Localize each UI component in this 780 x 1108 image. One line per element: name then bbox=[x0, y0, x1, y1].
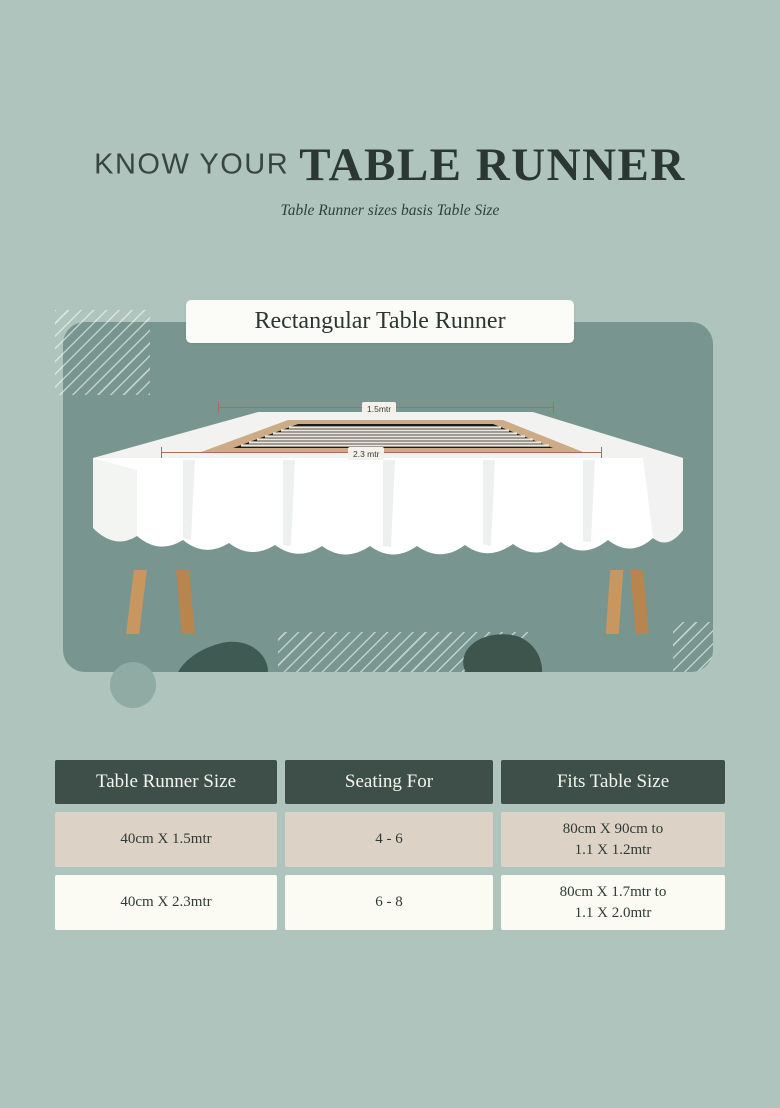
cell-seating: 4 - 6 bbox=[285, 812, 493, 867]
cell-fits-line-1: 80cm X 90cm to bbox=[562, 821, 664, 838]
circle-decoration-dark bbox=[110, 662, 156, 708]
spec-header-seating: Seating For bbox=[285, 760, 493, 804]
spec-header-runner-size: Table Runner Size bbox=[55, 760, 277, 804]
cell-fits-table bbox=[501, 812, 725, 867]
cell-runner-size: 40cm X 2.3mtr bbox=[55, 875, 277, 930]
cell-runner-size: 40cm X 1.5mtr bbox=[55, 812, 277, 867]
cell-fits-line-2: 1.1 X 1.2mtr bbox=[574, 841, 652, 858]
illustration-section bbox=[55, 300, 725, 700]
panel-heading-text: Rectangular Table Runner bbox=[254, 308, 506, 334]
measure-tick-runner-right bbox=[553, 402, 554, 413]
hatch-decoration-top-left bbox=[55, 310, 150, 395]
spec-table bbox=[55, 760, 725, 938]
cell-fits-line-1: 80cm X 1.7mtr to bbox=[559, 884, 667, 901]
page-header bbox=[0, 138, 780, 220]
measure-tick-runner-left bbox=[218, 402, 219, 413]
table-row bbox=[55, 812, 725, 867]
spec-header-fits-table: Fits Table Size bbox=[501, 760, 725, 804]
measure-tick-table-right bbox=[601, 447, 602, 458]
cell-fits-line-2: 1.1 X 2.0mtr bbox=[574, 904, 652, 921]
page-title bbox=[0, 138, 780, 192]
table-illustration bbox=[83, 400, 693, 650]
tablecloth-graphic bbox=[83, 400, 693, 600]
table-row bbox=[55, 875, 725, 930]
title-main: TABLE RUNNER bbox=[299, 139, 686, 191]
measure-tick-table-left bbox=[161, 447, 162, 458]
spec-table-header-row bbox=[55, 760, 725, 804]
panel-heading-chip bbox=[186, 300, 574, 343]
cell-seating: 6 - 8 bbox=[285, 875, 493, 930]
title-prefix: KNOW YOUR bbox=[94, 148, 290, 181]
page-subtitle: Table Runner sizes basis Table Size bbox=[280, 202, 500, 219]
cell-fits-table bbox=[501, 875, 725, 930]
measure-label-runner: 1.5mtr bbox=[362, 402, 396, 415]
measure-label-table: 2.3 mtr bbox=[348, 447, 384, 460]
illustration-panel bbox=[63, 322, 713, 672]
